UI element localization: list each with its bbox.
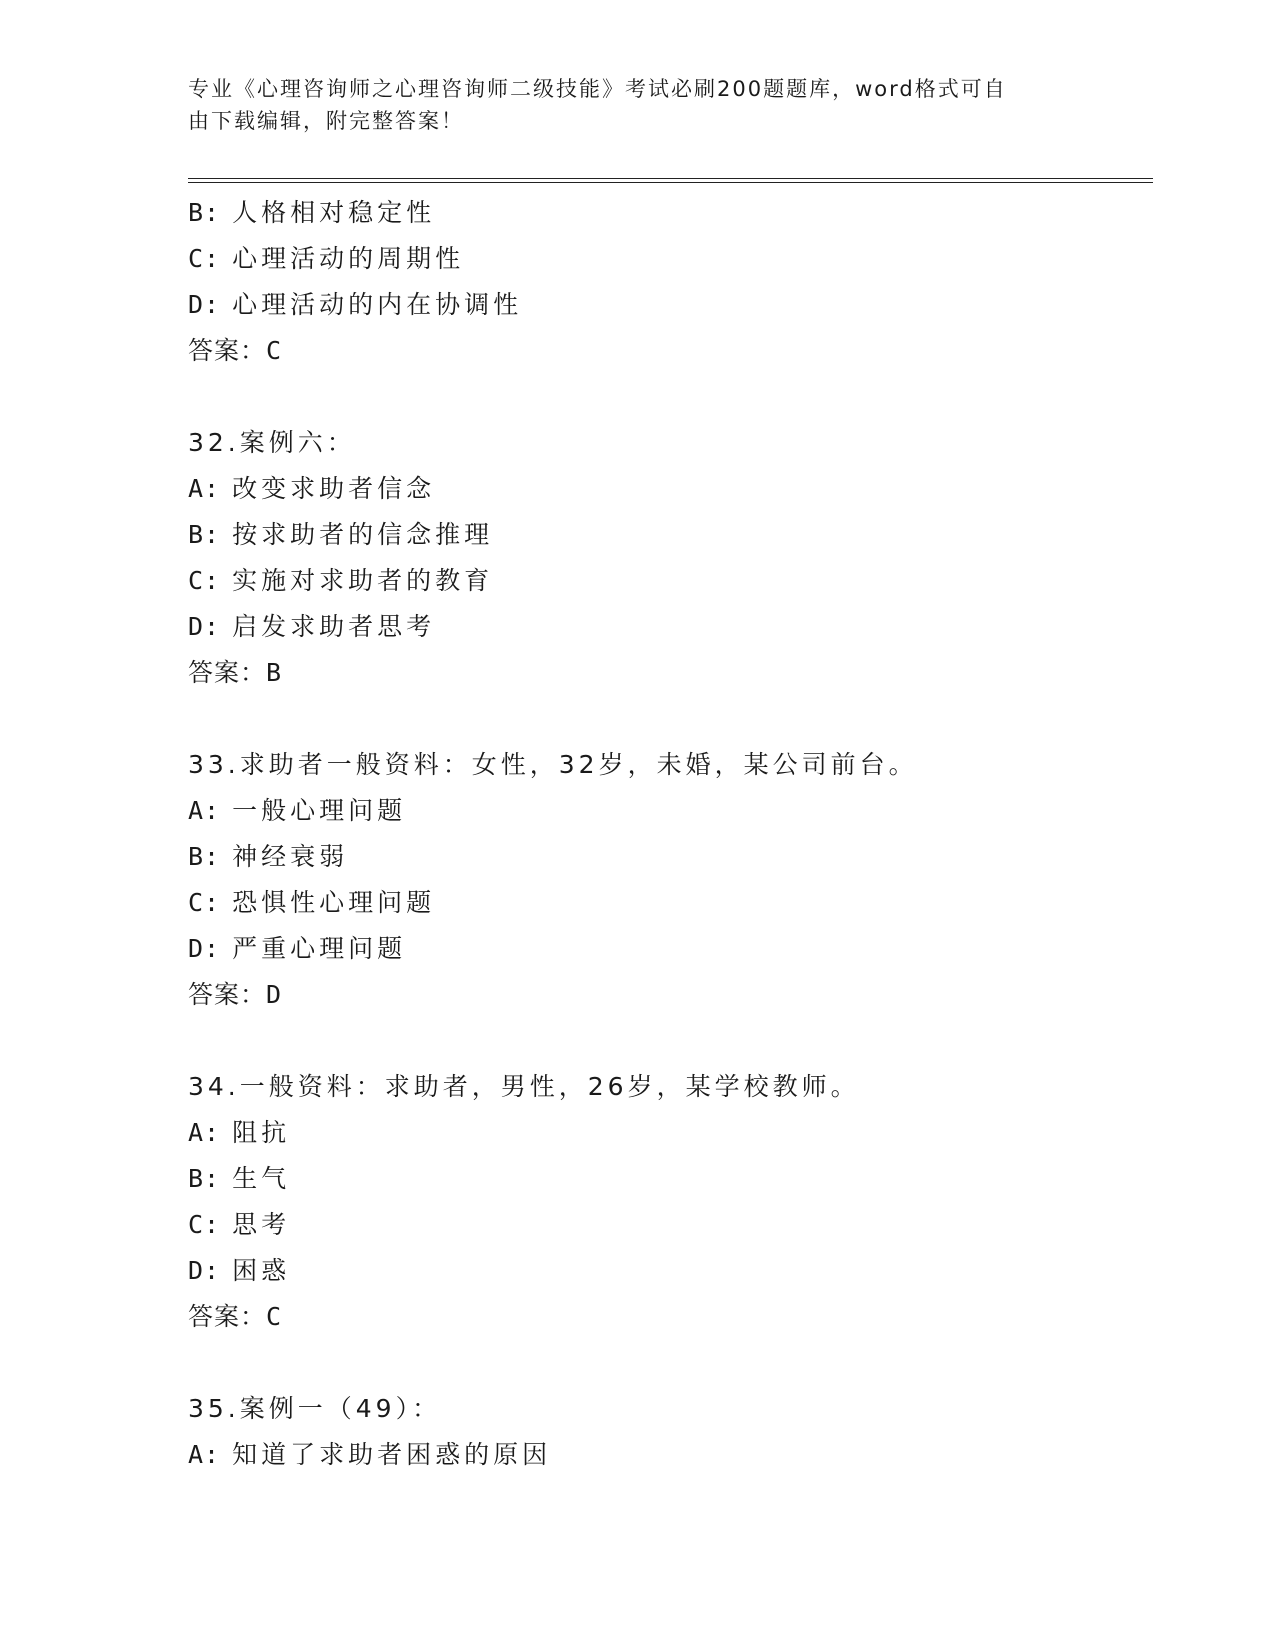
option-key: B:: [188, 520, 221, 549]
option-text: 严重心理问题: [232, 934, 407, 963]
option-line: [188, 512, 1153, 558]
answer-line: [188, 1294, 1153, 1340]
option-line: [188, 1432, 1153, 1478]
spacer: [188, 1018, 1153, 1064]
option-line: [188, 880, 1153, 926]
option-text: 一般心理问题: [232, 796, 407, 825]
option-line: [188, 834, 1153, 880]
option-line: [188, 926, 1153, 972]
option-text: 神经衰弱: [232, 842, 349, 871]
option-key: A:: [188, 796, 221, 825]
header-rule-bottom: [188, 182, 1153, 183]
question-32: [188, 420, 1153, 696]
option-key: A:: [188, 1118, 221, 1147]
option-text: 阻抗: [232, 1118, 291, 1147]
answer-value: C: [266, 336, 282, 365]
option-key: C:: [188, 888, 221, 917]
question-content: [188, 190, 1153, 1478]
question-34: [188, 1064, 1153, 1340]
answer-label: 答案：: [188, 1302, 267, 1331]
option-line: [188, 788, 1153, 834]
option-text: 知道了求助者困惑的原因: [232, 1440, 552, 1469]
option-key: A:: [188, 474, 221, 503]
option-text: 人格相对稳定性: [232, 198, 436, 227]
option-key: A:: [188, 1440, 221, 1469]
question-stem: 33.求助者一般资料：女性，32岁，未婚，某公司前台。: [188, 750, 918, 779]
header-line-2: 由下载编辑，附完整答案！: [188, 109, 464, 133]
answer-label: 答案：: [188, 658, 267, 687]
question-stem: 35.案例一（49）：: [188, 1394, 442, 1423]
answer-value: C: [266, 1302, 282, 1331]
question-stem: 34.一般资料：求助者，男性，26岁，某学校教师。: [188, 1072, 860, 1101]
option-text: 心理活动的内在协调性: [232, 290, 523, 319]
option-line: [188, 190, 1153, 236]
option-line: [188, 604, 1153, 650]
option-text: 改变求助者信念: [232, 474, 436, 503]
spacer: [188, 696, 1153, 742]
option-key: C:: [188, 1210, 221, 1239]
spacer: [188, 374, 1153, 420]
option-key: D:: [188, 1256, 221, 1285]
option-text: 按求助者的信念推理: [232, 520, 494, 549]
answer-label: 答案：: [188, 336, 267, 365]
header-rule-top: [188, 178, 1153, 179]
document-header: [188, 73, 1068, 137]
option-text: 启发求助者思考: [232, 612, 436, 641]
option-text: 生气: [232, 1164, 291, 1193]
option-key: B:: [188, 198, 221, 227]
option-line: [188, 1156, 1153, 1202]
question-35: [188, 1386, 1153, 1478]
answer-label: 答案：: [188, 980, 267, 1009]
option-text: 实施对求助者的教育: [232, 566, 494, 595]
option-text: 思考: [232, 1210, 291, 1239]
option-key: C:: [188, 566, 221, 595]
answer-line: [188, 650, 1153, 696]
option-line: [188, 1248, 1153, 1294]
answer-line: [188, 328, 1153, 374]
option-line: [188, 1202, 1153, 1248]
option-text: 困惑: [232, 1256, 291, 1285]
question-31-continued: [188, 190, 1153, 374]
option-key: C:: [188, 244, 221, 273]
option-text: 心理活动的周期性: [232, 244, 465, 273]
spacer: [188, 1340, 1153, 1386]
option-line: [188, 558, 1153, 604]
option-line: [188, 1110, 1153, 1156]
option-key: D:: [188, 934, 221, 963]
option-key: D:: [188, 290, 221, 319]
option-key: B:: [188, 1164, 221, 1193]
answer-line: [188, 972, 1153, 1018]
option-line: [188, 236, 1153, 282]
option-key: B:: [188, 842, 221, 871]
option-line: [188, 282, 1153, 328]
question-33: [188, 742, 1153, 1018]
answer-value: B: [266, 658, 282, 687]
header-line-1: 专业《心理咨询师之心理咨询师二级技能》考试必刷200题题库，word格式可自: [188, 77, 1007, 101]
answer-value: D: [266, 980, 282, 1009]
option-line: [188, 466, 1153, 512]
question-stem: 32.案例六：: [188, 428, 356, 457]
option-text: 恐惧性心理问题: [232, 888, 436, 917]
option-key: D:: [188, 612, 221, 641]
